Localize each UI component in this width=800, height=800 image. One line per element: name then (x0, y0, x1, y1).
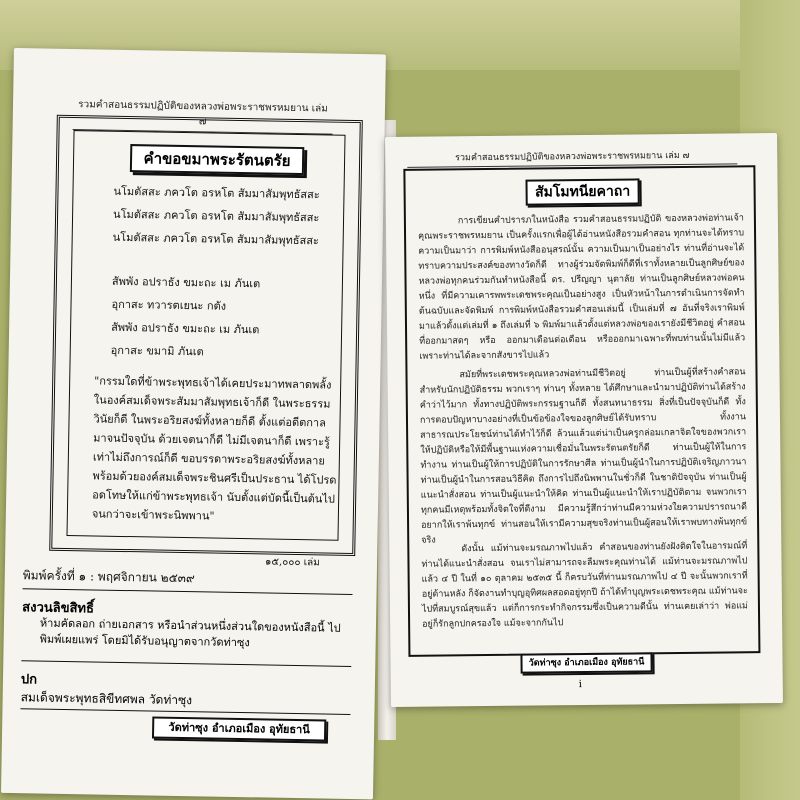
blessing-frame (403, 165, 760, 657)
divider (23, 588, 353, 595)
prayer-frame (49, 115, 363, 556)
left-page (1, 48, 386, 799)
paragraph: ดังนั้น แม้ท่านจะมรณภาพไปแล้ว คำสอนของท่านยังฝังติดใจในอารมณ์ที่ท่านได้แนะนำสั่งสอน จนเราไม่สามารถจะลืมพระคุณท่านได้ แม้ท่านจะมรณภาพไปแล้ว ๔ ปี ในที่ ๑๐ ตุลาคม ๒๕๓๕ นี้ ก็ครบวันที่ท่านมรณภาพไป ๔ ปี จะนั้นพวกเราที่อยู่ด้านหลัง ก็จัดงานทำบุญอุทิศผลสอดอยู่ทุกปี ถ้าได้ทำบุญพระเดชพระคุณ แม้ท่านจะไปที่สมบูรณ์สุขแล้ว แต่ก็การกระทำกิจกรรมซึ่งเป็นความดีนั้น ท่านเคยเล่าว่า พ่อแม่อยู่ก็รักลูกปกครองใจ แม้จะจากกันไป (421, 541, 749, 630)
paragraph: สมัยที่พระเดชพระคุณหลวงพ่อท่านมีชีวิตอยู่ ท่านเป็นผู้ที่สร้างคำสอนสำหรับนักปฏิบัติธรรม พวกเราๆ ท่านๆ ทั้งหลาย ได้ศึกษาและนำมาปฏิบัติท่านได้สร้างคำว่าไว้มาก ทั้งทางปฏิบัติพระกรรมฐานก็ดี ทั้งสนทนาธรรม สิ่งที่เป็นปัจจุบันก็ดี ทั้งการตอบปัญหาบางอย่างที่เป็นข้อข้องใจของลูกศิษย์ได้รับทราบ ทั้งงานสาธารณประโยชน์ท่านได้ทำไว้ก็ดี ล้วนแล้วแต่น่าเป็นครูกล่อมเกลาจิตใจของพวกเราให้ปฏิบัติหรือให้มีพื้นฐานแห่งความเชื่อมั่นในพระรัตนตรัยก็ดี ท่านเป็นผู้ให้ในการทำงาน ท่านเป็นผู้ให้การปฏิบัติในการรักษาศีล ท่านเป็นผู้นำในการปฏิบัติเจริญภาวนา ท่านเป็นผู้นำในการสอนวิธีคิด ถึงการไปถึงนิพพานในชั่วก็ดี ในชาติปัจจุบัน ท่านเป็นผู้แนะนำสั่งสอน ท่านเป็นผู้แนะนำให้คิด ท่านเป็นผู้แนะนำให้เราปฏิบัติตาม จนพวกเราทุกคนมีเหตุพร้อมทั้งจิตใจที่ดีงาม มีความรู้สึกว่าท่านมีความห่วงใยความปรารถนาดีอยากให้เราพ้นทุกข์ ท่านสอนให้เรามีความสุขจริงท่านเป็นผู้สอนให้เราพบทางพ้นทุกข์จริง (419, 367, 748, 546)
chant-line: นโมตัสสะ ภควโต อรหโต สัมมาสัมพุทธัสสะ (113, 207, 320, 225)
copyright-text: ห้ามคัดลอก ถ่ายเอกสาร หรือนำส่วนหนึ่งส่วนใดของหนังสือนี้ ไปพิมพ์เผยแพร่ โดยมิได้รับอนุญาตจากวัดท่าซุง (39, 616, 341, 650)
right-footer: วัดท่าซุง อำเภอเมือง อุทัยธานี (520, 652, 652, 673)
chant-line: นโมตัสสะ ภควโต อรหโต สัมมาสัมพุทธัสสะ (113, 184, 320, 202)
paragraph: การเขียนคำปรารภในหนังสือ รวมคำสอนธรรมปฏิบัติ ของหลวงพ่อท่านเจ้าคุณพระราชพรหมยาน เป็นครั้งแรกเพื่อผู้ได้อ่านหนังสือรวมคำสอน ทุกท่านจะได้ทราบความเป็นมาว่า การพิมพ์หนังสืออนุสรณ์นั้น ความเป็นมาเป็นอย่างไร ท่านที่อ่านจะได้ทราบความประสงค์ของทางวัดก็ดี ทางผู้ร่วมจัดพิมพ์ก็ดีที่เราทั้งหลายเป็นลูกศิษย์ของหลวงพ่อทุกคนร่วมกันทำหนังสือนี้ ดร. ปรีญญา นุตาลัย ท่านเป็นลูกศิษย์หลวงพ่อคนหนึ่ง ที่มีความเคารพพระเดชพระคุณเป็นอย่างสูง เป็นหัวหน้าในการดำเนินการจัดทำต้นฉบับและจัดพิมพ์ การพิมพ์หนังสือรวมคำสอนเล่มนี้ เป็นเล่มที่ ๗ อันที่จริงเราพิมพ์มาแล้วตั้งแต่เล่มที่ ๑ ถึงเล่มที่ ๖ พิมพ์มาแล้วตั้งแต่หลวงพ่อของเรายังมีชีวิตอยู่ คำสอนที่ออกมาสดๆ หรือ ออกมาเดือนต่อเดือน หรือออกมาเฉพาะที่พบท่านนั้นไม่มีแล้ว เพราะท่านได้ละจากสังขารไปแล้ว (418, 213, 746, 362)
print-copies: ๑๕,๐๐๐ เล่ม (264, 556, 320, 569)
left-footer: วัดท่าซุง อำเภอเมือง อุทัยธานี (152, 717, 326, 742)
cover-credit: สมเด็จพระพุทธสิขีทศพล วัดท่าซุง (20, 690, 193, 708)
prayer-frame-inner (66, 130, 345, 541)
right-running-head: รวมคำสอนธรรมปฏิบัติของหลวงพ่อพระราชพรหมยาน เล่ม ๗ (407, 147, 737, 167)
cover-title: ปก (20, 672, 38, 688)
print-date: พิมพ์ครั้งที่ ๑ : พฤศจิกายน ๒๕๓๙ (22, 568, 195, 586)
chant-line: อุกาสะ ทวารตเยนะ กตัง (111, 297, 227, 313)
chant-line: อุกาสะ ขมามิ ภันเต (110, 343, 204, 359)
left-running-head: รวมคำสอนธรรมปฏิบัติของหลวงพ่อพระราชพรหมยาน เล่ม ๗ (73, 97, 334, 135)
divider (21, 660, 351, 667)
prayer-text: "กรรมใดที่ข้าพระพุทธเจ้าได้เคยประมาทพลาดพลั้ง ในองค์สมเด็จพระสัมมาสัมพุทธเจ้าก็ดี ในพระธรรมวินัยก็ดี ในพระอริยสงฆ์ทั้งหลายก็ดี ตั้งแต่อดีตกาลมาจนปัจจุบัน ด้วยเจตนาก็ดี ไม่มีเจตนาก็ดี เพราะรู้เท่าไม่ถึงการณ์ก็ดี ขอบรรดาพระอริยสงฆ์ทั้งหลาย พร้อมด้วยองค์สมเด็จพระชินศรีเป็นประธาน ได้โปรดอดโทษให้แก่ข้าพระพุทธเจ้า นับตั้งแต่บัดนี้เป็นต้นไป จนกว่าจะเข้าพระนิพพาน" (91, 374, 337, 523)
chant-line: สัพพัง อปราธัง ขมะถะ เม ภันเต (111, 274, 261, 291)
prayer-title: คำขอขมาพระรัตนตรัย (130, 144, 304, 175)
page-number: i (578, 679, 583, 691)
blessing-title: สัมโมทนียคาถา (525, 178, 639, 205)
copyright-title: สงวนลิขสิทธิ์ (22, 600, 95, 617)
chant-line: นโมตัสสะ ภควโต อรหโต สัมมาสัมพุทธัสสะ (112, 230, 320, 248)
chant-line: สัพพัง อปราธัง ขมะถะ เม ภันเต (111, 320, 260, 337)
right-page (385, 133, 783, 707)
